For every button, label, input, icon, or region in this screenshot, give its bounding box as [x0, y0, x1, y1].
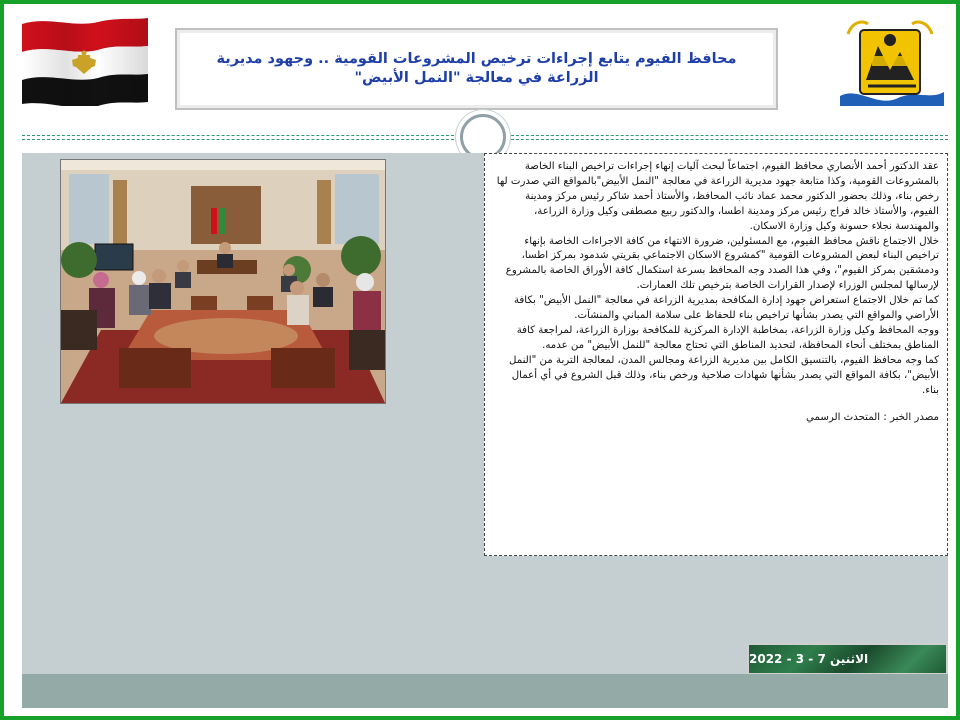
article-paragraph: كما وجه محافظ الفيوم، بالتنسيق الكامل بين مديرية الزراعة ومجالس المدن، لمعالجة التربة من "النمل الأبيض"، بكافة المواقع التي يصدر بشأنها شهادات صلاحية ورخص بناء، وذلك قبل الشروع في أي أعمال بناء.: [509, 354, 939, 396]
article-paragraph: كما تم خلال الاجتماع استعراض جهود إدارة المكافحة بمديرية الزراعة في معالجة "النمل الأبيض" بكافة الأراضي والمواقع التي يصدر بشأنها تراخيص بناء للحفاظ على سلامة المباني والمنشآت.: [513, 295, 939, 322]
article-paragraph: عقد الدكتور أحمد الأنصاري محافظ الفيوم، اجتماعاً لبحث آليات إنهاء إجراءات تراخيص البناء الخاصة بالمشروعات القومية، وكذا متابعة جهود مديرية الزراعة في معالجة "النمل الأبيض"بالمواقع التي صدرت لها رخص بناء، وذلك بحضور الدكتور محمد عماد نائب المحافظ، والأستاذ أحمد شاكر رئيس مركز ومدينة الفيوم، والأستاذ خالد فراج رئيس مركز ومدينة اطسا، والدكتور ربيع مصطفى وكيل وزارة الزراعة، والمهندسة نجلاء حسونة وكيل وزارة الاسكان.: [496, 161, 939, 232]
meeting-photo: [60, 159, 386, 404]
article-body: [484, 153, 948, 556]
article-paragraph: خلال الاجتماع ناقش محافظ الفيوم، مع المسئولين، ضرورة الانتهاء من كافة الاجراءات الخاصة بإنهاء تراخيص البناء لبعض المشروعات القومية "كمشروع الاسكان الاجتماعي بقريتي شدمود بمركز اطسا، ودمشقين بمركز الفيوم"، وفي هذا الصدد وجه المحافظ بسرعة استكمال كافة الأوراق الخاصة بالمشروع لإرسالها لمجلس الوزراء لإصدار القرارات الخاصة بترخيص تلك العمارات.: [505, 235, 939, 292]
date-badge: [747, 643, 948, 675]
footer-band: [22, 674, 948, 708]
egypt-flag-icon: [18, 14, 152, 106]
content-area: [22, 153, 948, 708]
news-source: مصدر الخبر : المتحدث الرسمي: [805, 411, 939, 423]
date-text: الاثنين 7 - 3 - 2022: [749, 652, 869, 666]
article-paragraph: ووجه المحافظ وكيل وزارة الزراعة، بمخاطبة الإدارة المركزية للمكافحة بوزارة الزراعة، لمراجعة كافة المناطق بمختلف أنحاء المحافظة، لتحديد المناطق التي تحتاج معالجة "للنمل الأبيض" من عدمه.: [516, 324, 939, 351]
page-title: محافظ الفيوم يتابع إجراءات ترخيص المشروعات القومية .. وجهود مديرية الزراعة في معالجة "النمل الأبيض": [216, 51, 737, 86]
title-box: [175, 28, 778, 110]
fayoum-governorate-logo-icon: [838, 16, 946, 108]
